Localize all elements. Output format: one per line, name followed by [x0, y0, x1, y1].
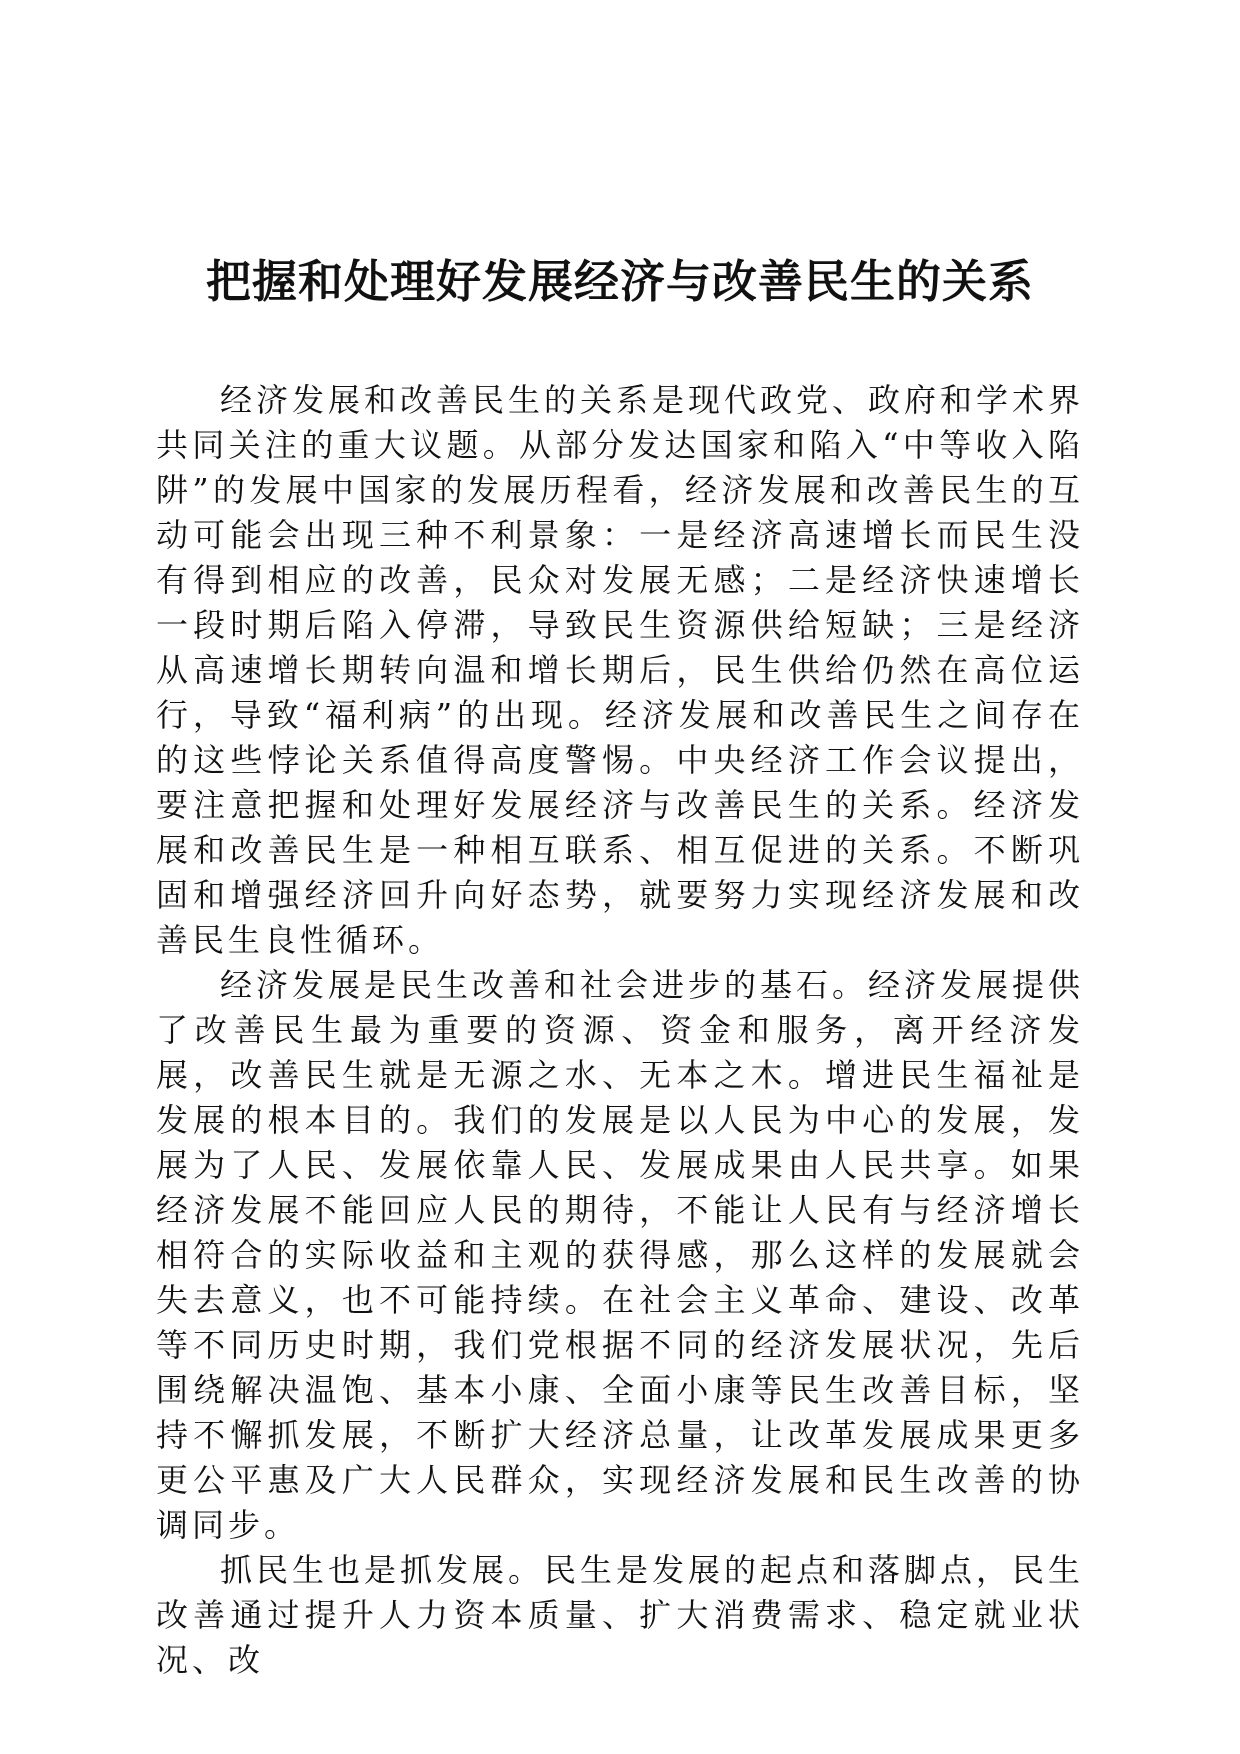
paragraph-3: 抓民生也是抓发展。民生是发展的起点和落脚点，民生改善通过提升人力资本质量、扩大消费需求、稳定就业状况、改: [156, 1551, 1085, 1679]
paragraph-2: 经济发展是民生改善和社会进步的基石。经济发展提供了改善民生最为重要的资源、资金和服务，离开经济发展，改善民生就是无源之水、无本之木。增进民生福祉是发展的根本目的。我们的发展是以人民为中心的发展，发展为了人民、发展依靠人民、发展成果由人民共享。如果经济发展不能回应人民的期待，不能让人民有与经济增长相符合的实际收益和主观的获得感，那么这样的发展就会失去意义，也不可能持续。在社会主义革命、建设、改革等不同历史时期，我们党根据不同的经济发展状况，先后围绕解决温饱、基本小康、全面小康等民生改善目标，坚持不懈抓发展，不断扩大经济总量，让改革发展成果更多更公平惠及广大人民群众，实现经济发展和民生改善的协调同步。: [156, 966, 1085, 1544]
document-body: [156, 378, 1084, 1683]
document-title: 把握和处理好发展经济与改善民生的关系: [205, 255, 1034, 308]
paragraph-1: 经济发展和改善民生的关系是现代政党、政府和学术界共同关注的重大议题。从部分发达国家和陷入“中等收入陷阱”的发展中国家的发展历程看，经济发展和改善民生的互动可能会出现三种不利景象：一是经济高速增长而民生没有得到相应的改善，民众对发展无感；二是经济快速增长一段时期后陷入停滞，导致民生资源供给短缺；三是经济从高速增长期转向温和增长期后，民生供给仍然在高位运行，导致“福利病”的出现。经济发展和改善民生之间存在的这些悖论关系值得高度警惕。中央经济工作会议提出，要注意把握和处理好发展经济与改善民生的关系。经济发展和改善民生是一种相互联系、相互促进的关系。不断巩固和增强经济回升向好态势，就要努力实现经济发展和改善民生良性循环。: [156, 381, 1085, 959]
